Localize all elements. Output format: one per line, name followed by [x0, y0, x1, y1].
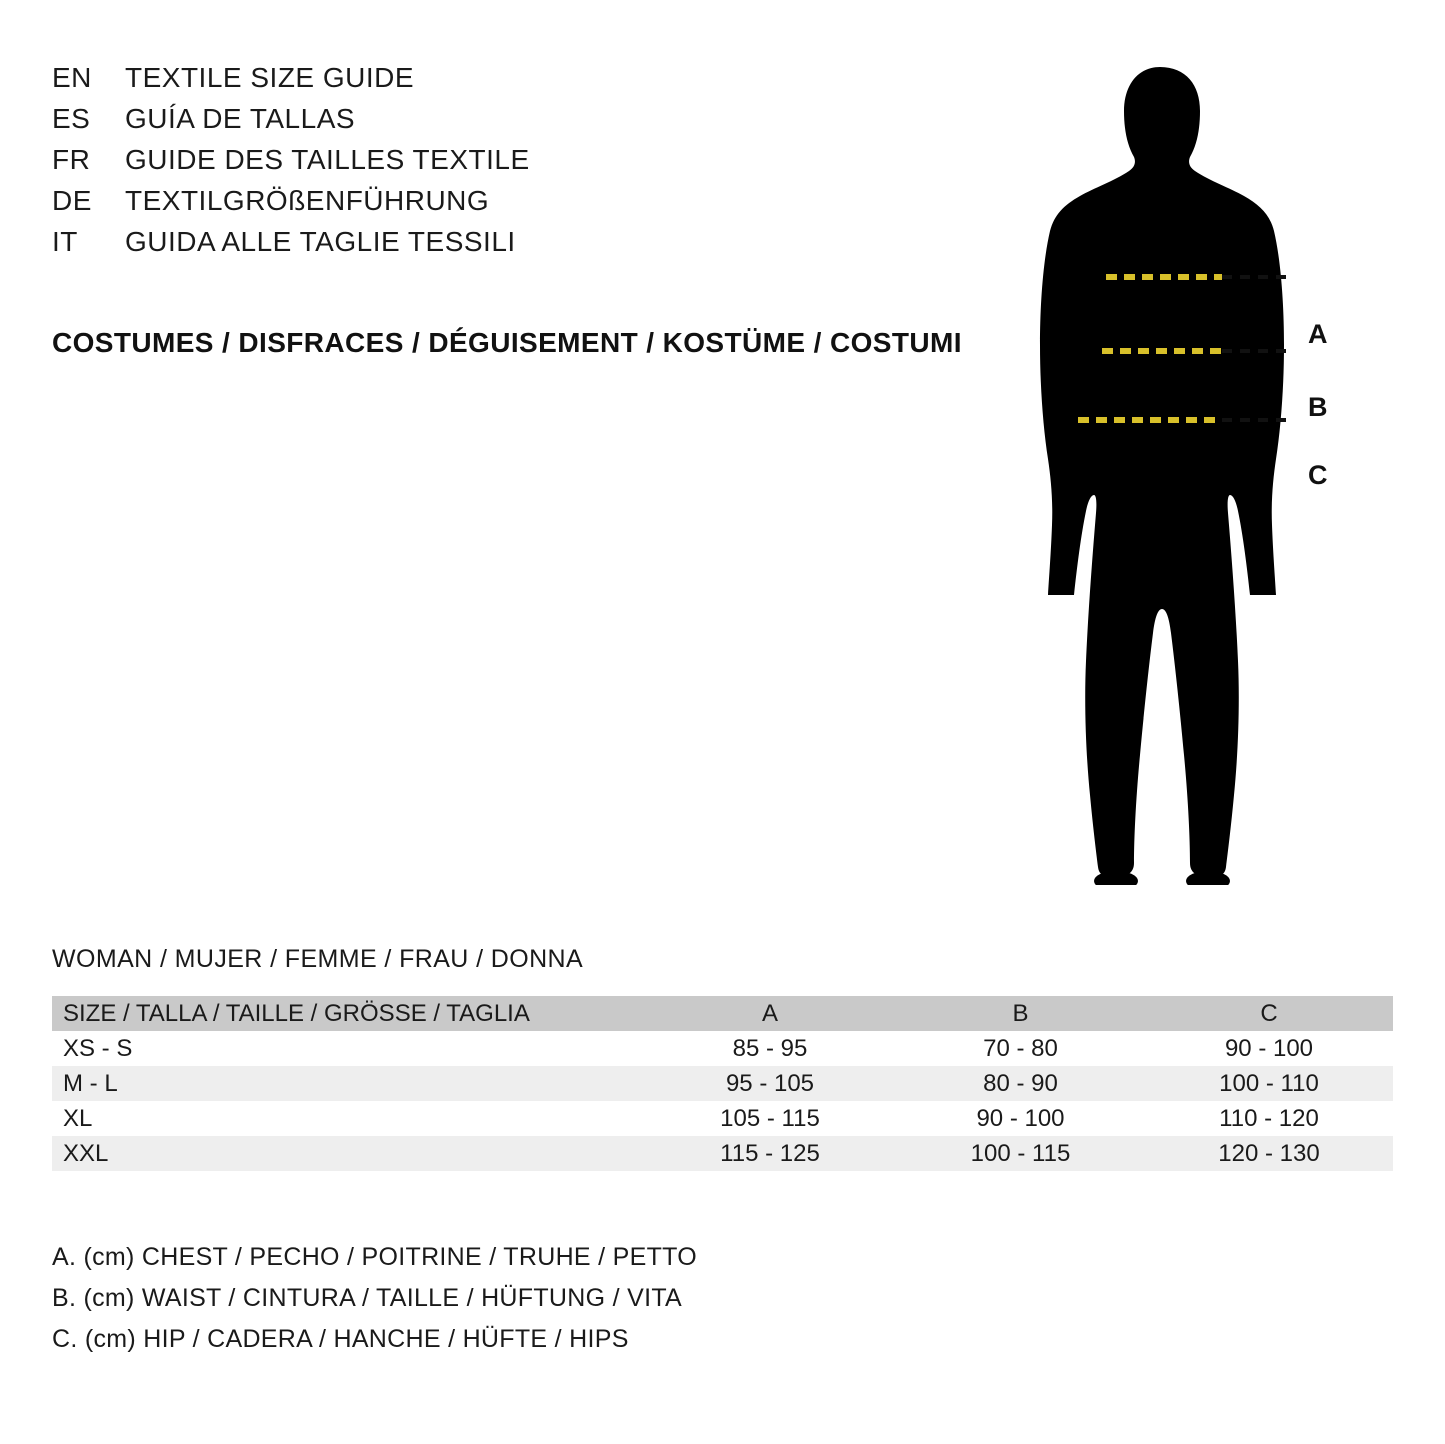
language-code-fr: FR: [52, 144, 91, 175]
row-hip: 90 - 100: [1224, 1034, 1314, 1062]
row-size: XS - S: [63, 1034, 133, 1062]
row-waist: 100 - 115: [970, 1139, 1071, 1167]
size-table-body: [52, 1031, 1393, 1171]
row-size: XXL: [63, 1139, 109, 1167]
legend-line-a: A. (cm) CHEST / PECHO / POITRINE / TRUHE / PETTO: [52, 1243, 698, 1271]
header-c: C: [1260, 999, 1278, 1027]
language-text-de: TEXTILGRÖßENFÜHRUNG: [125, 185, 490, 216]
measurement-legend: [52, 1243, 952, 1366]
table-header-row: [52, 996, 1393, 1031]
row-size: XL: [63, 1104, 93, 1132]
table-row: [52, 1031, 1393, 1066]
header-size: SIZE / TALLA / TAILLE / GRÖSSE / TAGLIA: [63, 999, 530, 1027]
size-table-head: [52, 996, 1393, 1031]
category-line: COSTUMES / DISFRACES / DÉGUISEMENT / KOSTÜME / COSTUMI: [52, 327, 962, 358]
language-row-fr: [52, 144, 1012, 185]
row-hip: 100 - 110: [1219, 1069, 1319, 1097]
row-chest: 115 - 125: [720, 1139, 820, 1167]
header-a: A: [761, 999, 778, 1027]
row-hip: 120 - 130: [1218, 1139, 1320, 1167]
size-table: [52, 996, 1393, 1171]
table-row: [52, 1066, 1393, 1101]
language-code-es: ES: [52, 103, 91, 134]
legend-line-b: B. (cm) WAIST / CINTURA / TAILLE / HÜFTUNG / VITA: [52, 1284, 683, 1312]
language-row-de: [52, 185, 1012, 226]
language-title-block: [52, 62, 1012, 267]
language-row-es: [52, 103, 1012, 144]
language-row-it: [52, 226, 1012, 267]
marker-label-a: A: [1308, 319, 1328, 349]
table-row: [52, 1101, 1393, 1136]
legend-line-c: C. (cm) HIP / CADERA / HANCHE / HÜFTE / HIPS: [52, 1325, 629, 1353]
language-text-es: GUÍA DE TALLAS: [125, 103, 356, 134]
table-row: [52, 1136, 1393, 1171]
silhouette-figure: [1010, 55, 1390, 885]
language-text-it: GUIDA ALLE TAGLIE TESSILI: [125, 226, 516, 257]
header-b: B: [1012, 999, 1029, 1027]
language-code-de: DE: [52, 185, 92, 216]
row-waist: 80 - 90: [983, 1069, 1058, 1097]
row-chest: 105 - 115: [720, 1104, 820, 1132]
row-waist: 90 - 100: [976, 1104, 1065, 1132]
table-title: WOMAN / MUJER / FEMME / FRAU / DONNA: [52, 945, 584, 973]
language-code-it: IT: [52, 226, 78, 257]
marker-label-b: B: [1308, 392, 1328, 422]
marker-label-c: C: [1308, 460, 1328, 490]
language-row-en: [52, 62, 1012, 103]
row-size: M - L: [63, 1069, 118, 1097]
language-text-en: TEXTILE SIZE GUIDE: [125, 62, 415, 93]
row-waist: 70 - 80: [983, 1034, 1058, 1062]
row-chest: 85 - 95: [732, 1034, 808, 1062]
language-text-fr: GUIDE DES TAILLES TEXTILE: [125, 144, 530, 175]
row-chest: 95 - 105: [725, 1069, 815, 1097]
language-code-en: EN: [52, 62, 92, 93]
row-hip: 110 - 120: [1219, 1104, 1319, 1132]
woman-silhouette-icon: [1010, 55, 1390, 885]
